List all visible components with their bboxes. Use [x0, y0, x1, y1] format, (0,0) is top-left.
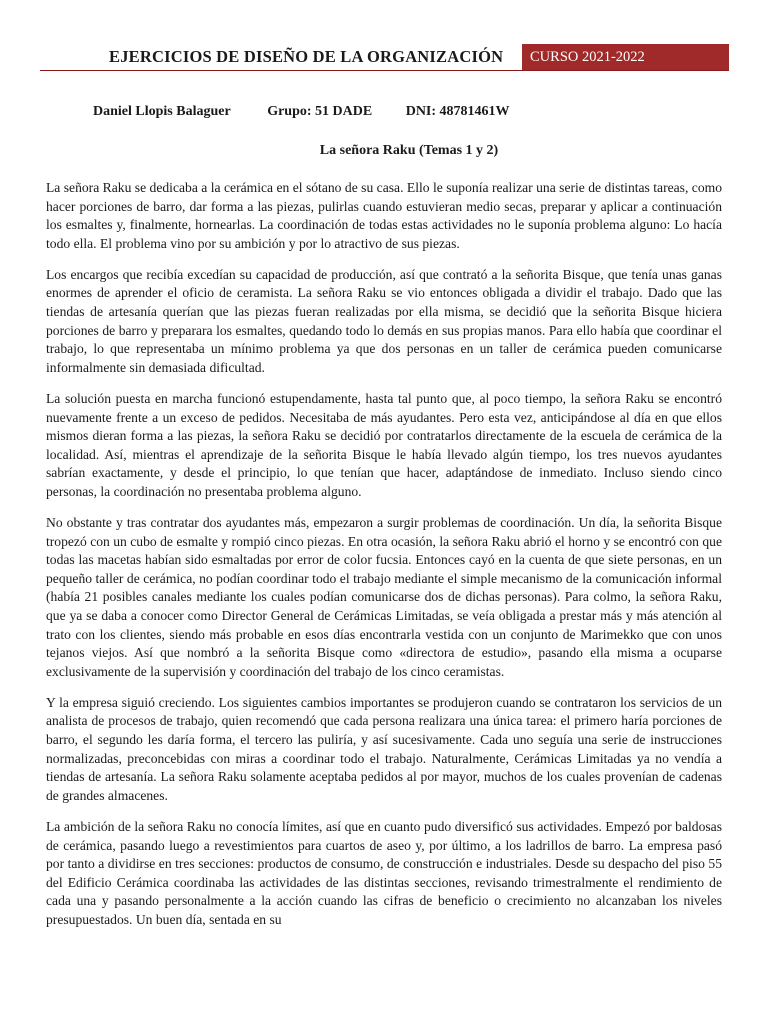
- paragraph: La ambición de la señora Raku no conocía límites, así que en cuanto pudo diversificó sus actividades. Empezó por baldosas de cerámica, pasando luego a revestimientos para cuartos de aseo y, por último, a los ladrillos de barro. La empresa pasó por tanto a dividirse en tres secciones: productos de consumo, de construcción e industriales. Desde su despacho del piso 55 del Edificio Cerámica coordinaba las actividades de las distintas secciones, revisando trimestralmente el rendimiento de cada una y pasando personalmente a la acción cuando las cifras de beneficio o crecimiento no alcanzaban los niveles presupuestados. Un buen día, sentada en su: [46, 818, 722, 927]
- paragraph: Y la empresa siguió creciendo. Los siguientes cambios importantes se produjeron cuando se contrataron los servicios de un analista de procesos de trabajo, quien recomendó que cada persona realizara una única tarea: el primero haría porciones de barro, el segundo les daría forma, el tercero las puliría, y así sucesivamente. Cada uno seguía una serie de instrucciones normalizadas, preconcebidas con miras a coordinar todo el trabajo. Naturalmente, Cerámicas Limitadas ya no vendía a tiendas de artesanía. La señora Raku solamente aceptaba pedidos al por mayor, muchos de los cuales provenían de cadenas de grandes almacenes.: [46, 694, 722, 803]
- author-group: Grupo: 51 DADE: [267, 104, 373, 119]
- author-dni: DNI: 48781461W: [405, 104, 510, 119]
- paragraph: Los encargos que recibía excedían su capacidad de producción, así que contrató a la señorita Bisque, que tenía unas ganas enormes de aprender el oficio de ceramista. La señora Raku se vio entonces obligada a dividir el trabajo. Dado que las tiendas de artesanía querían que las piezas fueran realizadas por ella misma, se decidió que la señorita Bisque hiciera porciones de barro y preparara los esmaltes, quedando todo lo demás en sus propias manos. Para ello había que coordinar el trabajo, lo que representaba un mínimo problema ya que dos personas en un taller de cerámica pueden comunicarse informalmente sin demasiada dificultad.: [46, 266, 722, 375]
- course-badge: CURSO 2021-2022: [522, 44, 729, 70]
- document-title: La señora Raku (Temas 1 y 2): [319, 143, 499, 158]
- paragraph: La solución puesta en marcha funcionó estupendamente, hasta tal punto que, al poco tiempo, la señora Raku se encontró nuevamente frente a un exceso de pedidos. Necesitaba de más ayudantes. Pero esta vez, anticipándose al día en que ellos mismos dieran forma a las piezas, la señora Raku se decidió por contratarlos directamente de la escuela de cerámica de la localidad. Así, mientras el aprendizaje de la señorita Bisque le había llevado algún tiempo, los tres nuevos ayudantes sabrían exactamente, y desde el principio, lo que tenían que hacer, adaptándose de inmediato. Incluso siendo cinco personas, la coordinación no presentaba problema alguno.: [46, 390, 722, 499]
- author-line: [93, 104, 510, 120]
- header-title: EJERCICIOS DE DISEÑO DE LA ORGANIZACIÓN: [109, 47, 504, 66]
- paragraph: La señora Raku se dedicaba a la cerámica en el sótano de su casa. Ello le suponía realizar una serie de distintas tareas, como hacer porciones de barro, dar forma a las piezas, pulirlas cuando estuvieran medio secas, preparar y aplicar a continuación los esmaltes y, finalmente, hornearlas. La coordinación de todas estas actividades no le suponía problema alguno: Lo hacía todo ella. El problema vino por su ambición y por lo atractivo de sus piezas.: [46, 180, 722, 251]
- author-name: Daniel Llopis Balaguer: [93, 104, 231, 119]
- page-header: [40, 44, 729, 71]
- document-body: [46, 179, 722, 942]
- paragraph: No obstante y tras contratar dos ayudantes más, empezaron a surgir problemas de coordinación. Un día, la señorita Bisque tropezó con un cubo de esmalte y rompió cinco piezas. En otra ocasión, la señora Raku abrió el horno y se encontró con que todas las macetas habían sido esmaltadas por error de color fucsia. Entonces cayó en la cuenta de que siete personas, en un pequeño taller de cerámica, no podían coordinar todo el trabajo mediante el simple mecanismo de la comunicación informal (había 21 posibles canales mediante los cuales podían comunicarse dos de dichas personas). Para colmo, la señora Raku, que ya se daba a conocer como Director General de Cerámicas Limitadas, se veía obligada a prestar más y más atención al trato con los clientes, siendo más probable en esos días encontrarla vestida con un conjunto de Marimekko que con unos tejanos viejos. Así que nombró a la señorita Bisque como «directora de estudio», pasando ella misma a ocuparse exclusivamente de la supervisión y coordinación del trabajo de los cinco ceramistas.: [46, 515, 722, 679]
